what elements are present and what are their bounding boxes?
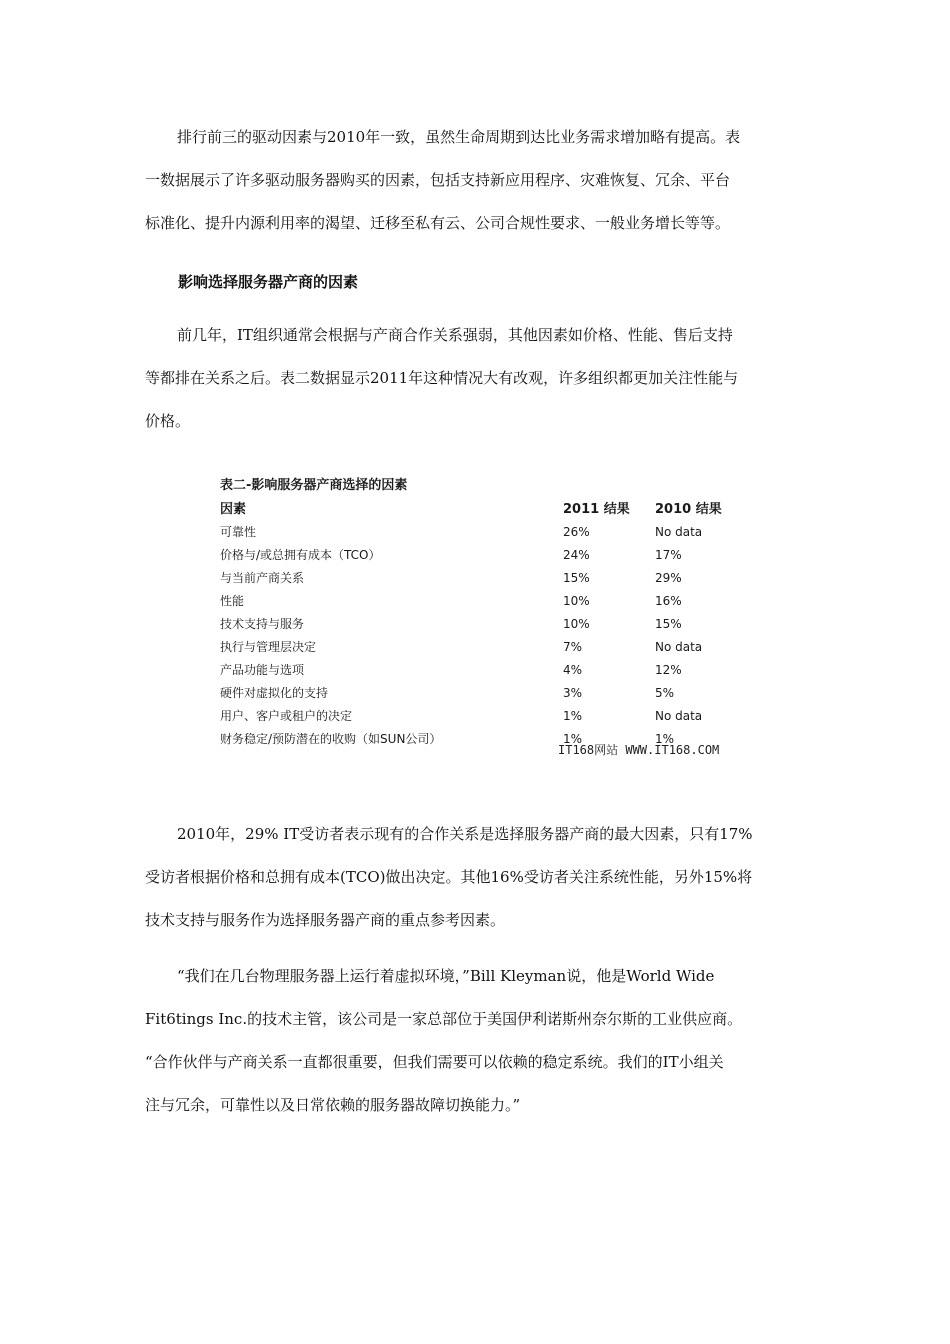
factor-cell: 产品功能与选项: [220, 663, 305, 677]
table-row: [218, 636, 758, 659]
paragraph-line: 注与冗余，可靠性以及日常依赖的服务器故障切换能力。”: [145, 1096, 521, 1114]
factor-cell: 与当前产商关系: [220, 571, 305, 585]
value-2011-cell: 7%: [563, 640, 583, 654]
table-row: [218, 705, 758, 728]
paragraph-line: Fit6tings Inc.的技术主管，该公司是一家总部位于美国伊利诺斯州奈尔斯的工业供应商。: [145, 1010, 743, 1028]
table-row: [218, 544, 758, 567]
paragraph-line: 技术支持与服务作为选择服务器产商的重点参考因素。: [145, 911, 506, 929]
table-row: [218, 521, 758, 544]
paragraph-line: “合作伙伴与产商关系一直都很重要，但我们需要可以依赖的稳定系统。我们的IT小组关: [145, 1053, 724, 1071]
paragraph-quote: [145, 955, 810, 1127]
value-2010-cell: 12%: [655, 663, 682, 677]
value-2011-cell: 3%: [563, 686, 583, 700]
paragraph-2010-survey: [145, 813, 810, 942]
paragraph-drivers: [145, 116, 810, 245]
paragraph-line: 前几年，IT组织通常会根据与产商合作关系强弱，其他因素如价格、性能、售后支持: [177, 326, 733, 344]
section-heading: 影响选择服务器产商的因素: [178, 273, 359, 291]
table-row: [218, 590, 758, 613]
value-2011-cell: 24%: [563, 548, 590, 562]
value-2011-cell: 26%: [563, 525, 590, 539]
value-2010-cell: No data: [655, 709, 703, 723]
paragraph-line: 排行前三的驱动因素与2010年一致，虽然生命周期到达比业务需求增加略有提高。表: [177, 128, 741, 146]
paragraph-line: 标准化、提升内源利用率的渴望、迁移至私有云、公司合规性要求、一般业务增长等等。: [145, 214, 731, 232]
factor-cell: 财务稳定/预防潜在的收购（如SUN公司）: [220, 732, 442, 746]
value-2011-cell: 4%: [563, 663, 583, 677]
table-row: [218, 567, 758, 590]
header-2011: 2011 结果: [563, 502, 630, 517]
factor-cell: 用户、客户或租户的决定: [220, 709, 353, 723]
factors-table-figure: [218, 476, 758, 771]
value-2010-cell: 15%: [655, 617, 682, 631]
paragraph-line: 等都排在关系之后。表二数据显示2011年这种情况大有改观，许多组织都更加关注性能与: [145, 369, 739, 387]
value-2010-cell: 16%: [655, 594, 682, 608]
table-row: [218, 659, 758, 682]
paragraph-line: “我们在几台物理服务器上运行着虚拟环境，”Bill Kleyman说，他是World Wide: [177, 967, 715, 985]
factor-cell: 执行与管理层决定: [220, 640, 317, 654]
factor-cell: 性能: [220, 594, 245, 608]
value-2010-cell: No data: [655, 640, 703, 654]
value-2010-cell: 17%: [655, 548, 682, 562]
paragraph-line: 2010年，29% IT受访者表示现有的合作关系是选择服务器产商的最大因素，只有17%: [177, 825, 753, 843]
factor-cell: 价格与/或总拥有成本（TCO）: [220, 548, 381, 562]
factor-cell: 可靠性: [220, 525, 257, 539]
paragraph-line: 受访者根据价格和总拥有成本(TCO)做出决定。其他16%受访者关注系统性能，另外15%将: [145, 868, 753, 886]
paragraph-vendor-relations: [145, 314, 810, 443]
header-factor: 因素: [220, 502, 247, 517]
table-row: [218, 682, 758, 705]
source-watermark: IT168网站 WWW.IT168.COM: [558, 743, 720, 757]
factor-cell: 技术支持与服务: [220, 617, 305, 631]
table-title: 表二-影响服务器产商选择的因素: [220, 478, 408, 493]
value-2011-cell: 10%: [563, 617, 590, 631]
value-2010-cell: 5%: [655, 686, 675, 700]
value-2011-cell: 1%: [563, 732, 583, 746]
value-2011-cell: 15%: [563, 571, 590, 585]
paragraph-line: 价格。: [145, 412, 191, 430]
value-2010-cell: 1%: [655, 732, 675, 746]
value-2010-cell: 29%: [655, 571, 682, 585]
factor-cell: 硬件对虚拟化的支持: [220, 686, 329, 700]
table-row: [218, 613, 758, 636]
header-2010: 2010 结果: [655, 502, 722, 517]
value-2011-cell: 1%: [563, 709, 583, 723]
value-2011-cell: 10%: [563, 594, 590, 608]
table-header-row: [218, 498, 758, 521]
paragraph-line: 一数据展示了许多驱动服务器购买的因素，包括支持新应用程序、灾难恢复、冗余、平台: [145, 171, 731, 189]
value-2010-cell: No data: [655, 525, 703, 539]
